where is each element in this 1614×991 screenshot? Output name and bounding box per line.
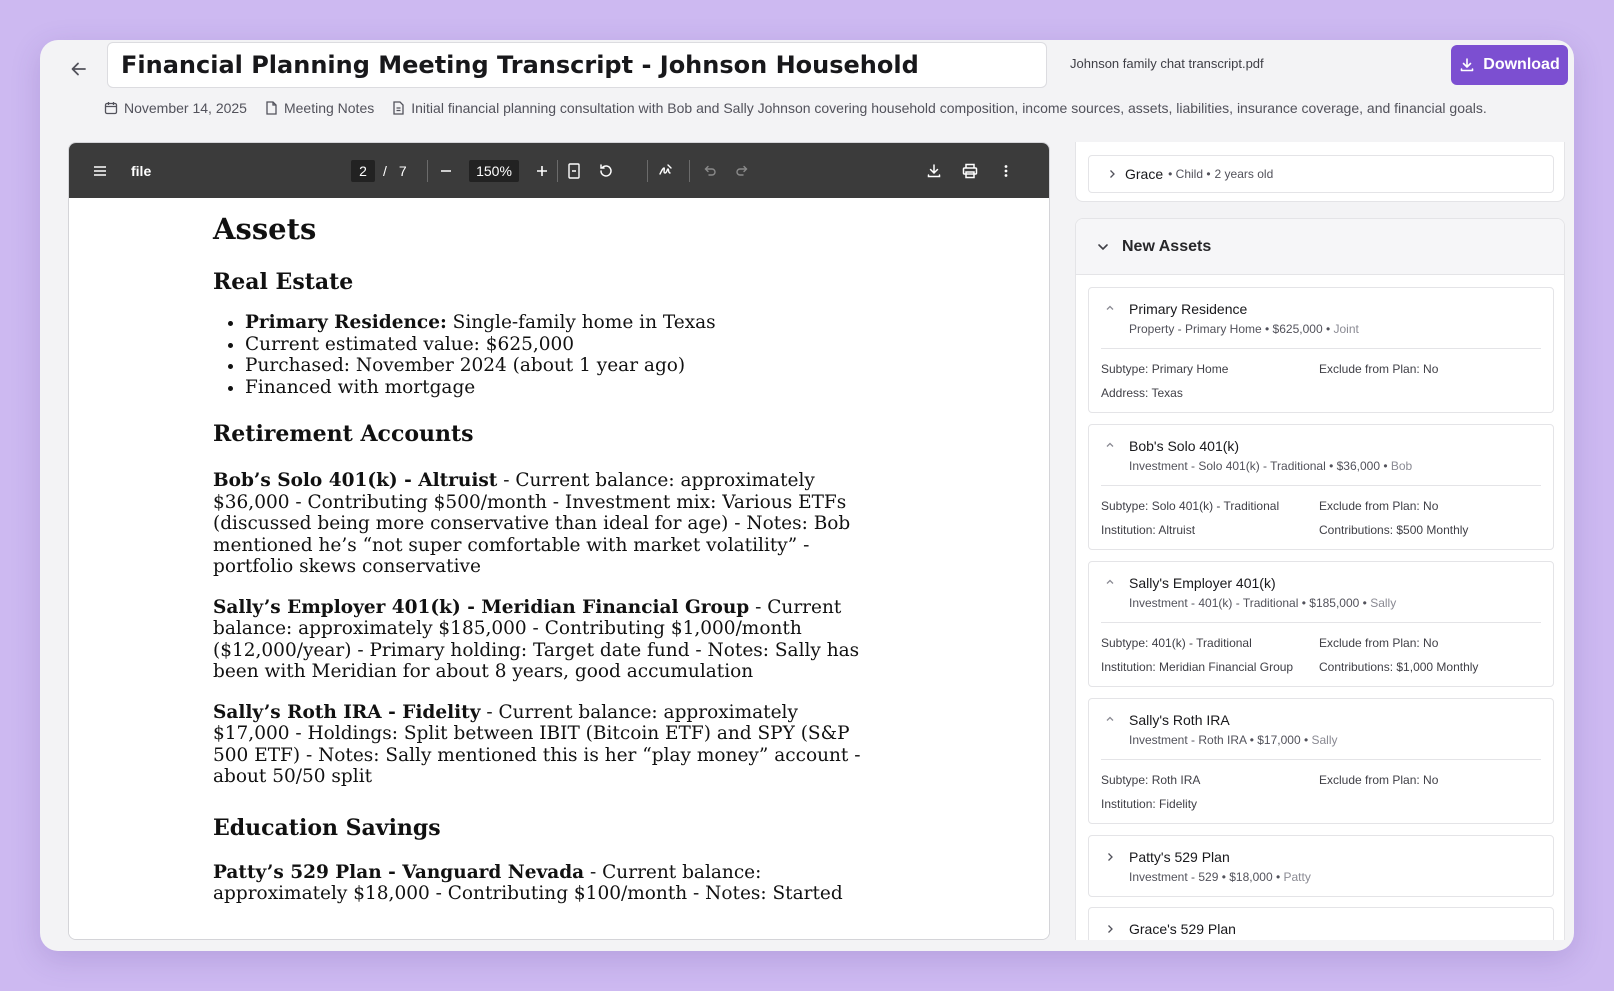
- asset-name: Primary Residence: [1129, 301, 1248, 317]
- pdf-content: [213, 212, 873, 924]
- new-assets-section: [1075, 218, 1565, 940]
- back-button[interactable]: [62, 52, 96, 86]
- paragraph-text: - Current balance: approximately $185,000 - Contributing $1,000/month ($12,000/year) - Primary holding: Target date fund - Notes: Sally has been with Meridian for about 8 years, good accumulation: [213, 596, 860, 682]
- meta-description-text: Initial financial planning consultation with Bob and Sally Johnson covering household composition, income sources, assets, liabilities, insurance coverage, and financial goals.: [411, 100, 1487, 116]
- right-panel: [1075, 142, 1571, 940]
- heading-retirement: Retirement Accounts: [213, 421, 474, 447]
- meta-type: [265, 100, 374, 116]
- meta-date-text: November 14, 2025: [124, 100, 247, 116]
- asset-summary-text: Property - Primary Home • $625,000 •: [1129, 322, 1331, 336]
- asset-card-sally-roth-ira: [1088, 698, 1554, 824]
- detail-label: Exclude from Plan:: [1319, 773, 1420, 787]
- paragraph-patty-529: [213, 862, 873, 905]
- app-window: [40, 40, 1574, 951]
- asset-card-header[interactable]: [1089, 699, 1553, 759]
- asset-summary-text: Investment - 401(k) - Traditional • $185,000 •: [1129, 596, 1367, 610]
- detail-value: Solo 401(k) - Traditional: [1148, 499, 1280, 513]
- paragraph-sally-roth: [213, 702, 873, 788]
- chevron-up-icon: [1105, 440, 1115, 450]
- asset-card-header[interactable]: [1089, 425, 1553, 485]
- asset-summary-text: Investment - 529 • $18,000 •: [1129, 870, 1281, 884]
- chevron-up-icon: [1105, 714, 1115, 724]
- asset-detail-exclude: [1319, 636, 1438, 650]
- page-total: 7: [398, 162, 407, 179]
- page-number-input[interactable]: 2: [351, 160, 375, 182]
- detail-label: Exclude from Plan:: [1319, 499, 1420, 513]
- asset-detail-exclude: [1319, 499, 1438, 513]
- asset-detail-subtype: [1101, 499, 1279, 513]
- list-item: [245, 312, 873, 334]
- family-member-age: 2 years old: [1214, 167, 1274, 181]
- asset-card-sally-employer-401k: [1088, 561, 1554, 687]
- detail-value: No: [1419, 636, 1439, 650]
- detail-value: Roth IRA: [1148, 773, 1201, 787]
- list-item: • Current estimated value: $625,000: [245, 334, 873, 356]
- asset-detail-subtype: [1101, 773, 1200, 787]
- asset-detail-contributions: [1319, 660, 1478, 674]
- detail-label: Institution:: [1101, 660, 1156, 674]
- heading-assets: Assets: [213, 212, 317, 246]
- detail-label: Institution:: [1101, 797, 1156, 811]
- list-item: • Financed with mortgage: [245, 377, 873, 399]
- asset-detail-exclude: [1319, 362, 1438, 376]
- asset-owner: Joint: [1330, 322, 1359, 336]
- chevron-right-icon: [1107, 169, 1117, 179]
- chevron-up-icon: [1105, 577, 1115, 587]
- list-item: • Purchased: November 2024 (about 1 year ago): [245, 355, 873, 377]
- detail-value: No: [1419, 773, 1439, 787]
- asset-detail-institution: [1101, 797, 1197, 811]
- more-options-icon[interactable]: [993, 158, 1019, 184]
- paragraph-bold: Sally’s Employer 401(k) - Meridian Financial Group: [213, 596, 750, 618]
- annotate-icon[interactable]: [653, 158, 679, 184]
- paragraph-text: - Current balance: approximately $18,000 - Contributing $100/month - Notes: Started: [213, 861, 843, 904]
- family-member-role: • Child •: [1168, 167, 1211, 181]
- detail-value: Meridian Financial Group: [1155, 660, 1294, 674]
- detail-label: Exclude from Plan:: [1319, 636, 1420, 650]
- family-members-card: [1075, 142, 1565, 202]
- heading-education: Education Savings: [213, 814, 441, 841]
- asset-summary-text: Investment - Solo 401(k) - Traditional • $36,000 •: [1129, 459, 1388, 473]
- download-button[interactable]: [1451, 45, 1568, 85]
- asset-detail-exclude: [1319, 773, 1438, 787]
- detail-value: Fidelity: [1155, 797, 1198, 811]
- detail-value: No: [1419, 499, 1439, 513]
- pdf-viewer: [68, 142, 1050, 940]
- pdf-page: [69, 198, 1050, 940]
- paragraph-text: - Current balance: approximately $36,000 - Contributing $500/month - Investment mix: Various ETFs (discussed being more conservative than ideal for age) - Notes: Bob mentioned he’s “not super comfortable with market volatility” - portfolio skews conservative: [213, 470, 851, 577]
- detail-label: Contributions:: [1319, 660, 1394, 674]
- asset-detail-address: [1101, 386, 1183, 400]
- meta-description: [392, 100, 1487, 116]
- list-item-bold: Primary Residence:: [245, 312, 447, 333]
- fit-page-icon[interactable]: [561, 158, 587, 184]
- divider: [1101, 348, 1541, 349]
- divider: [1101, 759, 1541, 760]
- chevron-right-icon: [1105, 852, 1115, 862]
- paragraph-bold: Bob’s Solo 401(k) - Altruist: [213, 470, 498, 491]
- chevron-down-icon: [1096, 240, 1110, 254]
- asset-name: Sally's Roth IRA: [1129, 712, 1230, 728]
- asset-summary: [1129, 322, 1359, 336]
- detail-label: Subtype:: [1101, 362, 1149, 376]
- detail-value: $500 Monthly: [1393, 523, 1469, 537]
- chevron-up-icon: [1105, 303, 1115, 313]
- print-icon[interactable]: [957, 158, 983, 184]
- detail-label: Subtype:: [1101, 773, 1149, 787]
- detail-label: Contributions:: [1319, 523, 1394, 537]
- calendar-icon: [104, 101, 118, 115]
- asset-detail-institution: [1101, 523, 1195, 537]
- chevron-right-icon: [1105, 924, 1115, 934]
- asset-owner: Sally: [1308, 733, 1338, 747]
- asset-detail-institution: [1101, 660, 1293, 674]
- detail-label: Address:: [1101, 386, 1149, 400]
- menu-icon[interactable]: [87, 158, 113, 184]
- detail-value: $1,000 Monthly: [1393, 660, 1479, 674]
- detail-value: 401(k) - Traditional: [1148, 636, 1252, 650]
- asset-detail-subtype: [1101, 636, 1252, 650]
- new-assets-header[interactable]: [1076, 219, 1564, 275]
- detail-value: Altruist: [1155, 523, 1196, 537]
- asset-card-header[interactable]: [1089, 288, 1553, 348]
- asset-card-bob-solo-401k: [1088, 424, 1554, 550]
- paragraph-text: - Current balance: approximately $17,000 - Holdings: Split between IBIT (Bitcoin ETF) and SPY (S&P 500 ETF) - Notes: Sally mentioned this is her “play money” account - about 50/50 split: [213, 701, 861, 787]
- zoom-in-icon[interactable]: [529, 158, 555, 184]
- zoom-level-input[interactable]: 150%: [469, 160, 519, 182]
- list-item-text: Single-family home in Texas: [446, 312, 716, 333]
- asset-owner: Patty: [1280, 870, 1311, 884]
- meta-type-text: Meeting Notes: [283, 100, 375, 116]
- download-label: Download: [1483, 56, 1560, 73]
- asset-detail-contributions: [1319, 523, 1468, 537]
- detail-label: Subtype:: [1101, 499, 1149, 513]
- real-estate-list: [245, 312, 873, 398]
- detail-label: Exclude from Plan:: [1319, 362, 1420, 376]
- asset-card-primary-residence: [1088, 287, 1554, 413]
- arrow-left-icon: [69, 59, 89, 79]
- asset-summary: [1129, 459, 1412, 473]
- pdf-file-label: file: [131, 162, 152, 179]
- asset-name: Grace's 529 Plan: [1129, 921, 1236, 937]
- asset-card-header[interactable]: [1089, 908, 1553, 940]
- asset-detail-subtype: [1101, 362, 1228, 376]
- pdf-download-icon[interactable]: [921, 158, 947, 184]
- family-member-row[interactable]: [1088, 155, 1554, 193]
- meta-date: [104, 100, 247, 116]
- attached-filename[interactable]: Johnson family chat transcript.pdf: [1070, 56, 1264, 71]
- asset-summary: [1129, 870, 1311, 884]
- paragraph-bold: Sally’s Roth IRA - Fidelity: [213, 701, 481, 723]
- undo-icon[interactable]: [697, 158, 723, 184]
- document-meta: [104, 99, 1505, 117]
- detail-label: Subtype:: [1101, 636, 1149, 650]
- rotate-icon[interactable]: [593, 158, 619, 184]
- detail-value: Primary Home: [1148, 362, 1229, 376]
- document-title-input[interactable]: Financial Planning Meeting Transcript - Johnson Household: [107, 42, 1047, 88]
- paragraph-sally-401k: [213, 597, 873, 683]
- asset-summary: [1129, 596, 1396, 610]
- detail-value: Texas: [1148, 386, 1183, 400]
- page-separator: /: [383, 162, 387, 179]
- asset-owner: Bob: [1387, 459, 1413, 473]
- divider: [1101, 485, 1541, 486]
- asset-owner: Sally: [1366, 596, 1397, 610]
- divider: [1101, 622, 1541, 623]
- detail-label: Institution:: [1101, 523, 1156, 537]
- detail-value: No: [1419, 362, 1439, 376]
- asset-card-header[interactable]: [1089, 836, 1553, 896]
- paragraph-bold: Patty’s 529 Plan - Vanguard Nevada: [213, 861, 585, 883]
- zoom-out-icon[interactable]: [433, 158, 459, 184]
- asset-name: Sally's Employer 401(k): [1129, 575, 1276, 591]
- asset-name: Patty's 529 Plan: [1129, 849, 1230, 865]
- paragraph-bob-401k: [213, 470, 873, 578]
- heading-real-estate: Real Estate: [213, 269, 354, 295]
- download-icon: [1459, 57, 1475, 73]
- asset-name: Bob's Solo 401(k): [1129, 438, 1240, 454]
- asset-summary: [1129, 733, 1338, 747]
- asset-card-patty-529[interactable]: [1088, 835, 1554, 897]
- document-icon: [265, 101, 278, 115]
- new-assets-title: New Assets: [1122, 237, 1212, 255]
- redo-icon[interactable]: [729, 158, 755, 184]
- family-member-name: Grace: [1125, 166, 1164, 182]
- asset-card-grace-529[interactable]: [1088, 907, 1554, 940]
- asset-summary-text: Investment - Roth IRA • $17,000 •: [1129, 733, 1309, 747]
- file-text-icon: [392, 101, 405, 115]
- pdf-toolbar: [69, 143, 1049, 198]
- asset-card-header[interactable]: [1089, 562, 1553, 622]
